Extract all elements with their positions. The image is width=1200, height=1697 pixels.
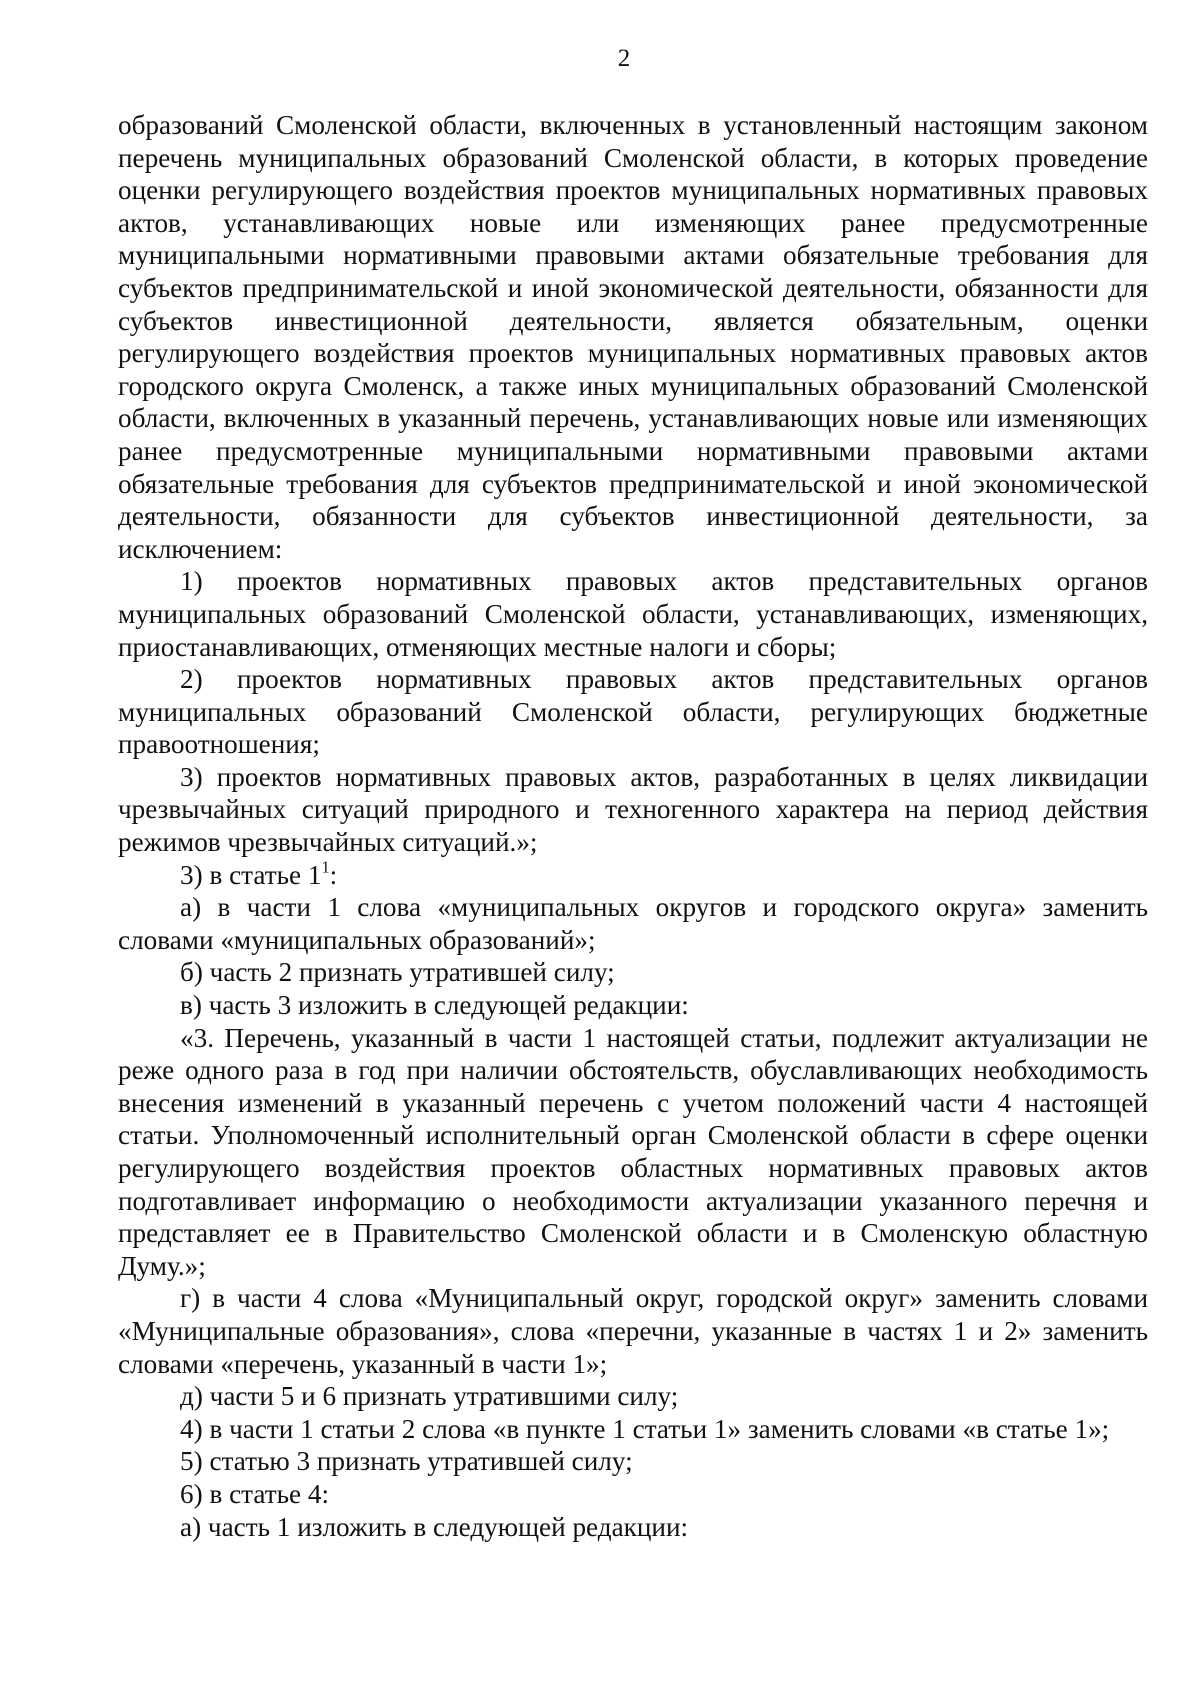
list-item-3: 3) проектов нормативных правовых актов, разработанных в целях ликвидации чрезвычайных ситуаций природного и техногенного характера на период действия режимов чрезвычайных ситуаций.»; xyxy=(118,761,1148,858)
subitem-g: г) в части 4 слова «Муниципальный округ, городской округ» заменить словами «Муниципальные образования», слова «перечни, указанные в частях 1 и 2» заменить словами «перечень, указанный в части 1»; xyxy=(118,1283,1148,1379)
subitem-b: б) часть 2 признать утратившей силу; xyxy=(180,957,615,988)
quoted-part-3: «3. Перечень, указанный в части 1 настоящей статьи, подлежит актуализации не реже одного раза в год при наличии обстоятельств, обуславливающих необходимость внесения изменений в указанный перечень с учетом положений части 4 настоящей статьи. Уполномоченный исполнительный орган Смоленской области в сфере оценки регулирующего воздействия проектов областных нормативных правовых актов подготавливает информацию о необходимости актуализации указанного перечня и представляет ее в Правительство Смоленской области и в Смоленскую областную Думу.»; xyxy=(118,1022,1148,1281)
paragraph-continuation: образований Смоленской области, включенных в установленный настоящим законом перечень муниципальных образований Смоленской области, в которых проведение оценки регулирующего воздействия проектов муниципальных нормативных правовых актов, устанавливающих новые или изменяющих ранее предусмотренные муниципальными нормативными правовыми актами обязательные требования для субъектов предпринимательской и иной экономической деятельности, обязанности для субъектов инвестиционной деятельности, является обязательным, оценки регулирующего воздействия проектов муниципальных нормативных правовых актов городского округа Смоленск, а также иных муниципальных образований Смоленской области, включенных в указанный перечень, устанавливающих новые или изменяющих ранее предусмотренные муниципальными нормативными правовыми актами обязательные требования для субъектов предпринимательской и иной экономической деятельности, обязанности для субъектов инвестиционной деятельности, за исключением: xyxy=(118,110,1148,564)
subitem-v: в) часть 3 изложить в следующей редакции: xyxy=(180,990,689,1021)
page-number: 2 xyxy=(617,45,631,72)
list-item-2: 2) проектов нормативных правовых актов представительных органов муниципальных образований Смоленской области, регулирующих бюджетные правоотношения; xyxy=(118,664,1148,760)
item-4: 4) в части 1 статьи 2 слова «в пункте 1 статьи 1» заменить словами «в статье 1»; xyxy=(180,1413,1110,1444)
article-heading-suffix: : xyxy=(329,859,338,890)
list-item-1: 1) проектов нормативных правовых актов представительных органов муниципальных образований Смоленской области, устанавливающих, изменяющих, приостанавливающих, отменяющих местные налоги и сборы; xyxy=(118,566,1148,662)
subitem-a: а) в части 1 слова «муниципальных округов и городского округа» заменить словами «муниципальных образований»; xyxy=(118,892,1148,955)
article-heading xyxy=(118,859,1148,892)
item-6: 6) в статье 4: xyxy=(180,1478,330,1509)
subitem-d: д) части 5 и 6 признать утратившими силу; xyxy=(180,1381,679,1412)
article-heading-text: 3) в статье 1 xyxy=(180,859,322,890)
item-6-subitem-a: а) часть 1 изложить в следующей редакции: xyxy=(180,1511,689,1542)
document-body xyxy=(118,109,1148,1543)
article-heading-superscript: 1 xyxy=(321,857,330,877)
item-5: 5) статью 3 признать утратившей силу; xyxy=(180,1446,633,1477)
